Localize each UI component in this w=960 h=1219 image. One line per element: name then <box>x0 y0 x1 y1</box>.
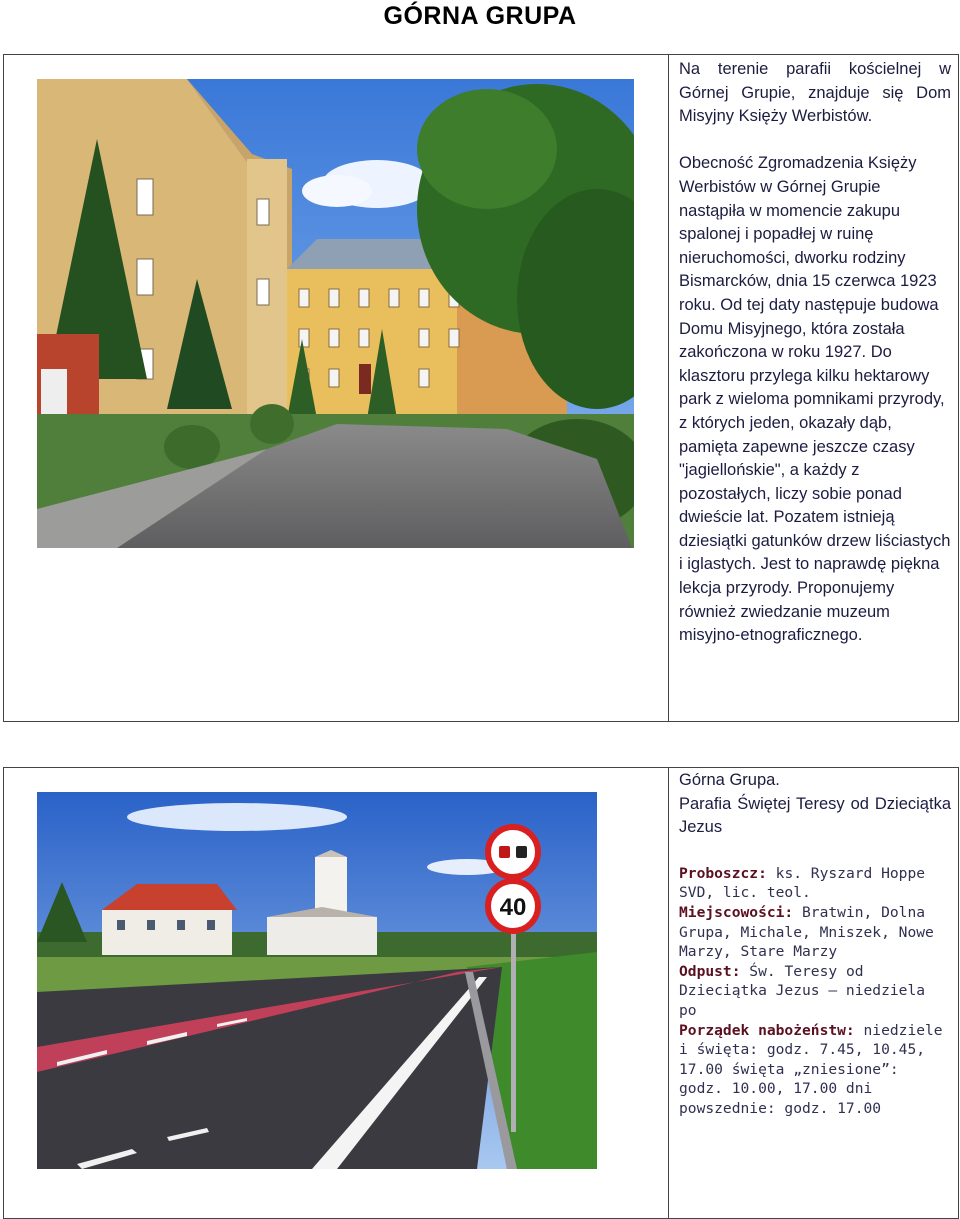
parish-text <box>679 769 951 1119</box>
feast-value: Św. Teresy od Dzieciątka Jezus – niedziela po <box>679 962 926 1019</box>
speed-limit-text: 40 <box>499 894 527 921</box>
pastor-label: Proboszcz: <box>679 864 767 882</box>
parish-details <box>679 864 951 1119</box>
pastor-value: ks. Ryszard Hoppe SVD, lic. teol. <box>679 864 926 902</box>
church-road-photo <box>37 792 597 1169</box>
monastery-photo <box>37 79 634 548</box>
parish-name: Parafia Świętej Teresy od Dzieciątka Jezus <box>679 794 951 837</box>
place-name: Górna Grupa. <box>679 771 780 789</box>
places-value: Bratwin, Dolna Grupa, Michale, Mniszek, Nowe Marzy, Stare Marzy <box>679 903 934 961</box>
places-label: Miejscowości: <box>679 903 794 921</box>
section-monastery <box>3 54 959 722</box>
monastery-text <box>679 58 951 648</box>
mass-label: Porządek nabożeństw: <box>679 1021 855 1039</box>
column-divider <box>668 768 669 1218</box>
intro-paragraph: Na terenie parafii kościelnej w Górnej Grupie, znajduje się Dom Misyjny Księży Werbistów. <box>679 60 951 126</box>
feast-label: Odpust: <box>679 962 741 980</box>
page-title: GÓRNA GRUPA <box>383 2 577 30</box>
mass-value: niedziele i święta: godz. 7.45, 10.45, 17.00 święta „zniesione”: godz. 10.00, 17.00 dni powszednie: godz. 17.00 <box>679 1021 943 1117</box>
section-parish <box>3 767 959 1219</box>
column-divider <box>668 55 669 721</box>
history-paragraph: Obecność Zgromadzenia Księży Werbistów w Górnej Grupie nastąpiła w momencie zakupu spalonej i popadłej w ruinę nieruchomości, dworku rodziny Bismarcków, dnia 15 czerwca 1923 roku. Od tej daty następuje budowa Domu Misyjnego, która została zakończona w roku 1927. Do klasztoru przylega kilku hektarowy park z wieloma pomnikami przyrody, z których jeden, okazały dąb, pamięta zapewne jeszcze czasy "jagiellońskie", a każdy z pozostałych, liczy sobie ponad dwieście lat. Pozatem istnieją dziesiątki gatunków drzew liściastych i iglastych. Jest to naprawdę piękna lekcja przyrody. Proponujemy również zwiedzanie muzeum misyjno-etnograficznego. <box>679 154 951 645</box>
